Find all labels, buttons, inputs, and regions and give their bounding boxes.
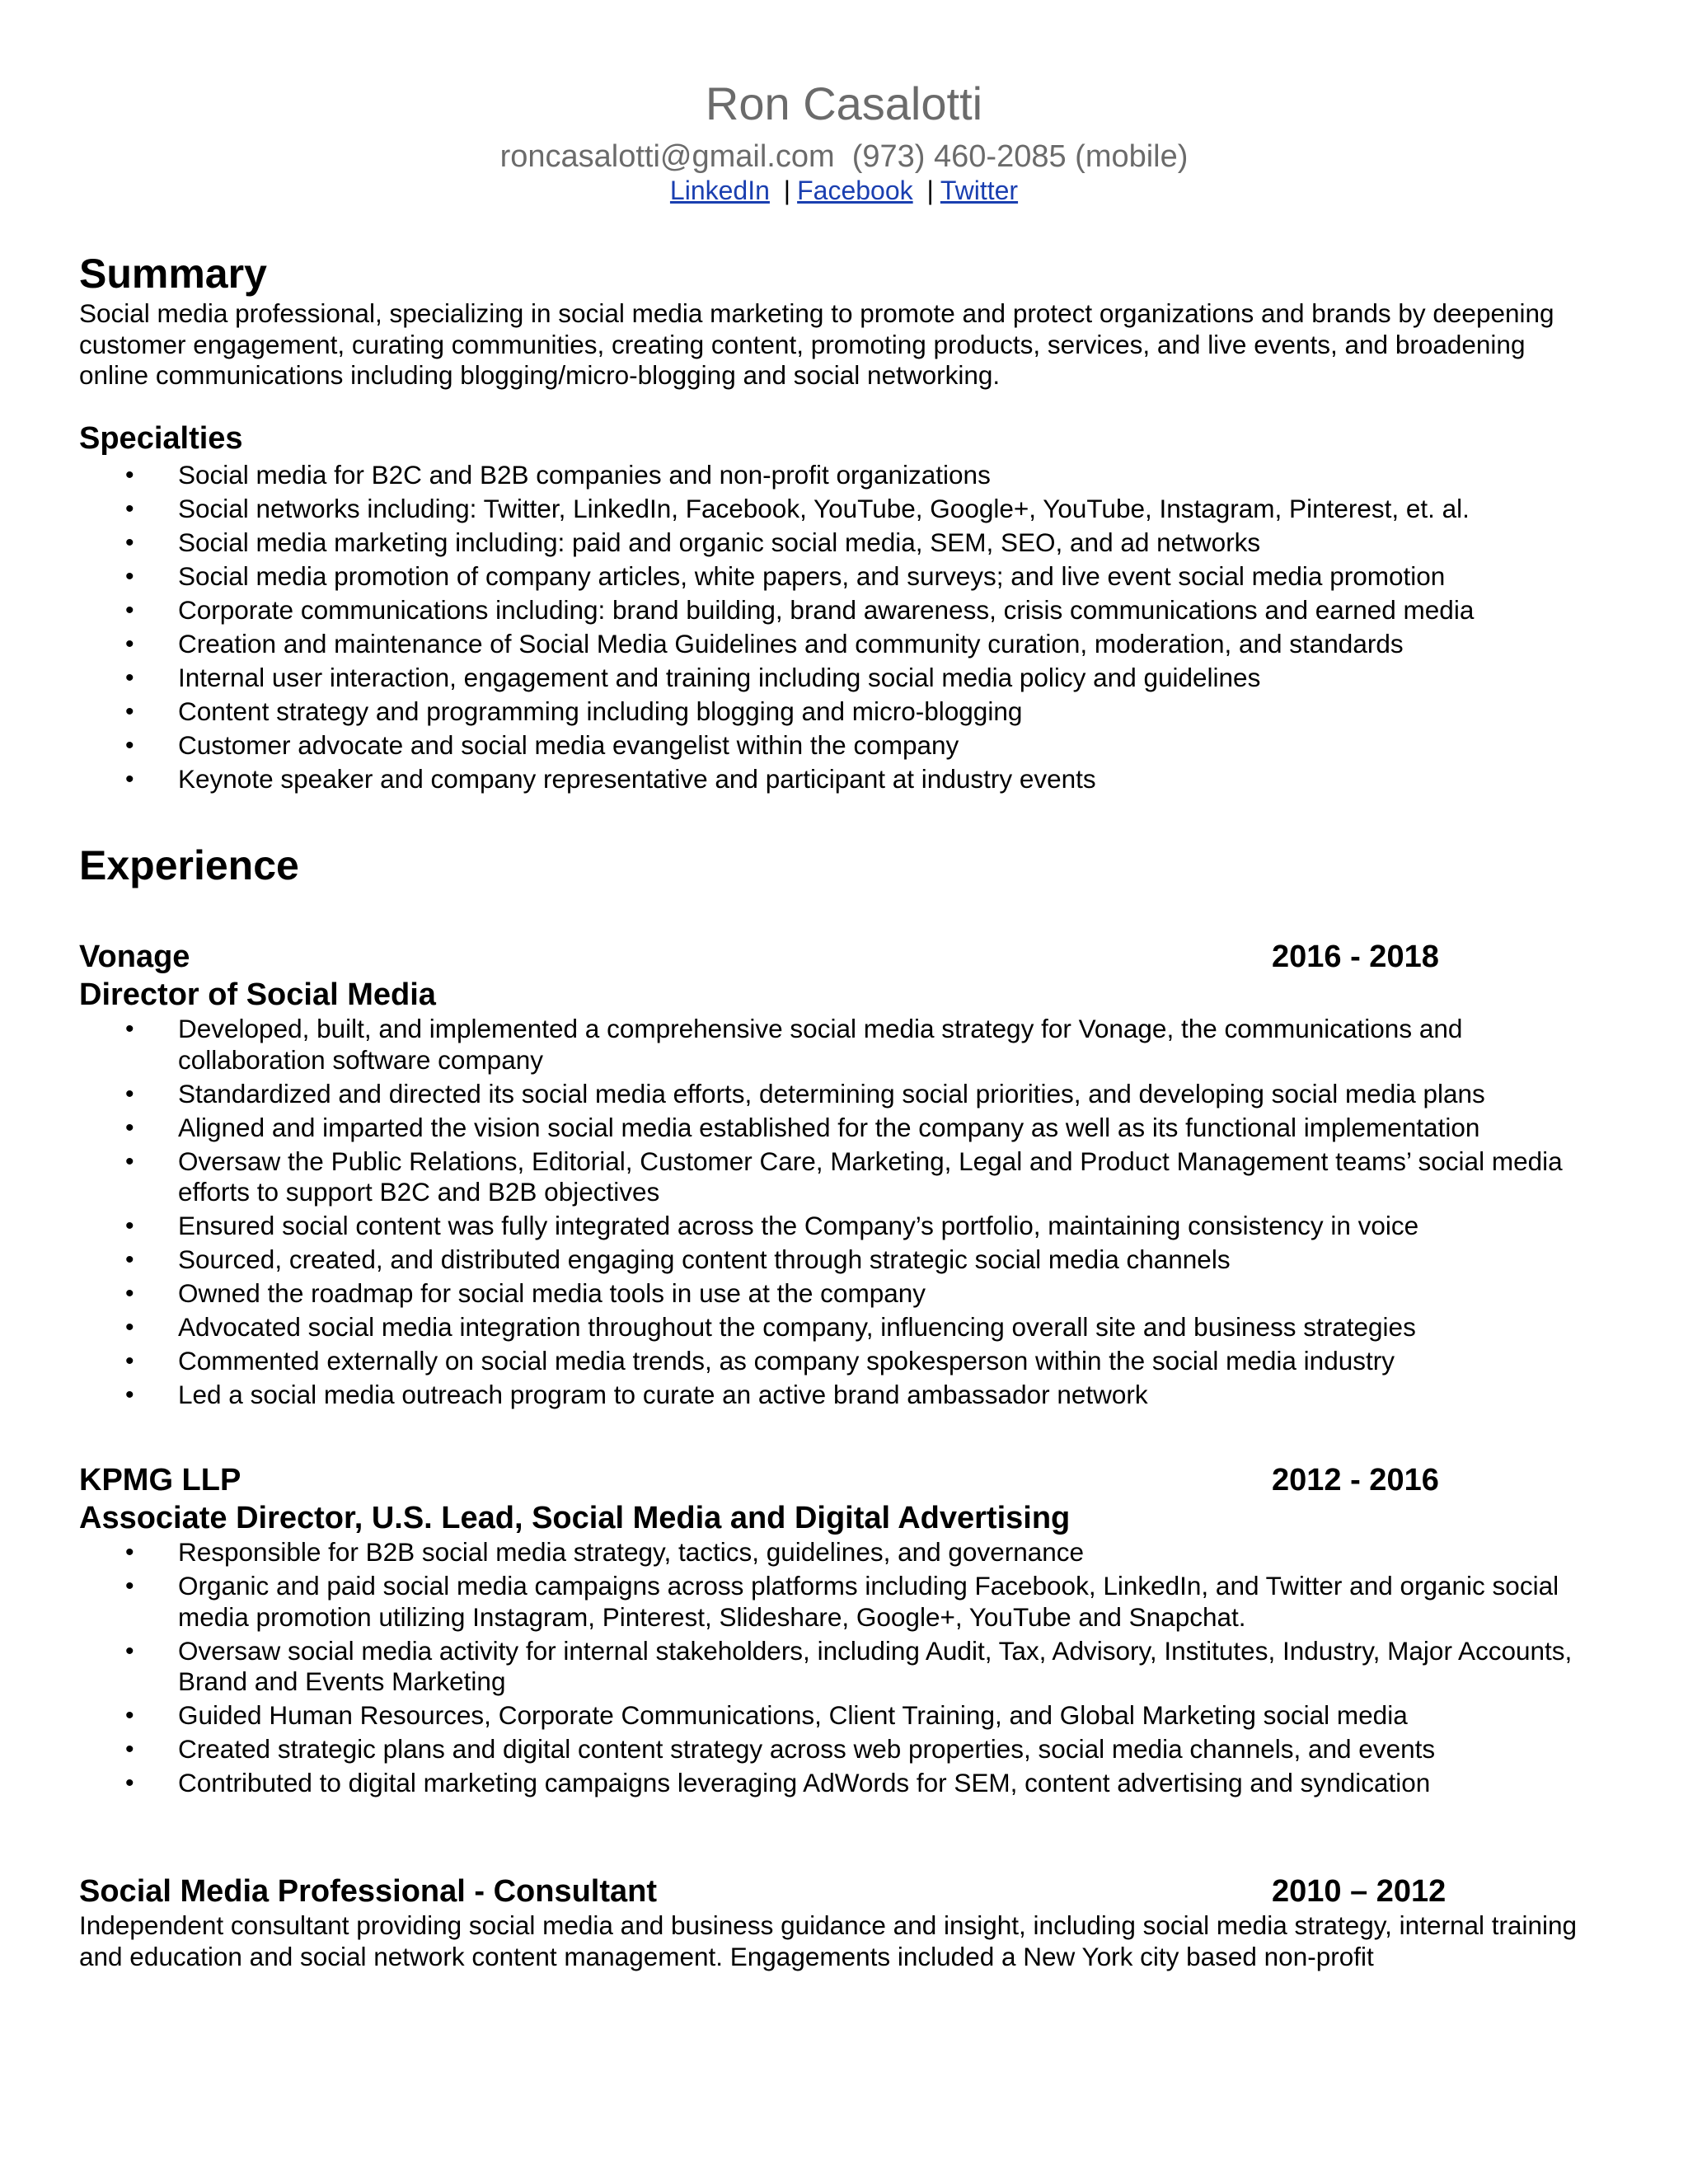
job-dates: 2012 - 2016 (1272, 1463, 1439, 1497)
list-item: • Internal user interaction, engagement and training including social media policy and guidelines (79, 663, 1587, 694)
job-title: Director of Social Media (79, 977, 436, 1012)
experience-heading: Experience (79, 842, 299, 888)
list-item: • Oversaw social media activity for internal stakeholders, including Audit, Tax, Advisory, Institutes, Industry, Major Accounts, Brand and Events Marketing (79, 1636, 1587, 1698)
phone-number: (973) 460-2085 (mobile) (851, 139, 1189, 174)
candidate-name: Ron Casalotti (705, 77, 983, 129)
list-item: • Owned the roadmap for social media tools in use at the company (79, 1278, 1587, 1310)
link-separator: | (926, 176, 934, 205)
linkedin-link[interactable]: LinkedIn (669, 176, 770, 205)
list-item: • Creation and maintenance of Social Media Guidelines and community curation, moderation, and standards (79, 629, 1587, 660)
list-item: • Contributed to digital marketing campaigns leveraging AdWords for SEM, content advertising and syndication (79, 1768, 1587, 1799)
job-header (79, 1872, 1587, 1910)
job-header (79, 938, 1587, 976)
list-item: • Guided Human Resources, Corporate Communications, Client Training, and Global Marketing social media (79, 1700, 1587, 1732)
list-item: • Responsible for B2B social media strategy, tactics, guidelines, and governance (79, 1537, 1587, 1568)
list-item: • Social networks including: Twitter, LinkedIn, Facebook, YouTube, Google+, YouTube, Instagram, Pinterest, et. al. (79, 494, 1587, 525)
list-item: • Developed, built, and implemented a comprehensive social media strategy for Vonage, the communications and collaboration software company (79, 1014, 1587, 1076)
list-item: • Led a social media outreach program to curate an active brand ambassador network (79, 1380, 1587, 1411)
company-name: Social Media Professional - Consultant (79, 1874, 658, 1909)
job-entry (79, 938, 1587, 1413)
summary-section (79, 249, 1587, 391)
experience-section (79, 841, 1587, 890)
list-item: • Corporate communications including: brand building, brand awareness, crisis communications and earned media (79, 595, 1587, 626)
specialties-heading: Specialties (79, 421, 243, 456)
list-item: • Sourced, created, and distributed engaging content through strategic social media channels (79, 1244, 1587, 1276)
job-entry (79, 1872, 1587, 1972)
list-item: • Content strategy and programming including blogging and micro-blogging (79, 696, 1587, 728)
job-bullets (79, 1014, 1587, 1411)
summary-heading: Summary (79, 251, 267, 297)
job-title: Associate Director, U.S. Lead, Social Media and Digital Advertising (79, 1501, 1071, 1535)
specialties-list (79, 460, 1587, 795)
job-dates: 2010 – 2012 (1272, 1874, 1447, 1909)
list-item: • Advocated social media integration throughout the company, influencing overall site and business strategies (79, 1312, 1587, 1343)
job-bullets (79, 1537, 1587, 1799)
company-name: Vonage (79, 940, 190, 974)
summary-text: Social media professional, specializing in social media marketing to promote and protect organizations and brands by deepening customer engagement, curating communities, creating content, promoting products, services, and live events, and broadening online communications including blogging/micro-blogging and social networking. (79, 298, 1554, 390)
company-name: KPMG LLP (79, 1463, 241, 1497)
contact-line (0, 137, 1688, 176)
list-item: • Aligned and imparted the vision social media established for the company as well as its functional implementation (79, 1113, 1587, 1144)
list-item: • Social media marketing including: paid and organic social media, SEM, SEO, and ad networks (79, 527, 1587, 559)
list-item: • Oversaw the Public Relations, Editorial, Customer Care, Marketing, Legal and Product Management teams’ social media efforts to support B2C and B2B objectives (79, 1146, 1587, 1208)
job-header (79, 1461, 1587, 1499)
email-address: roncasalotti@gmail.com (499, 139, 835, 174)
list-item: • Standardized and directed its social media efforts, determining social priorities, and developing social media plans (79, 1079, 1587, 1110)
list-item: • Organic and paid social media campaigns across platforms including Facebook, LinkedIn, and Twitter and organic social media promotion utilizing Instagram, Pinterest, Slideshare, Google+, YouTube and Snapchat. (79, 1571, 1587, 1633)
job-entry (79, 1461, 1587, 1802)
job-dates: 2016 - 2018 (1272, 940, 1439, 974)
list-item: • Customer advocate and social media evangelist within the company (79, 730, 1587, 762)
list-item: • Social media promotion of company articles, white papers, and surveys; and live event social media promotion (79, 561, 1587, 593)
list-item: • Keynote speaker and company representative and participant at industry events (79, 764, 1587, 795)
twitter-link[interactable]: Twitter (940, 176, 1019, 205)
job-description: Independent consultant providing social media and business guidance and insight, including social media strategy, internal training and education and social network content management. Engagements included a New York city based non-profit (79, 1910, 1578, 1971)
social-links (0, 173, 1688, 208)
list-item: • Social media for B2C and B2B companies and non-profit organizations (79, 460, 1587, 491)
list-item: • Ensured social content was fully integrated across the Company’s portfolio, maintaining consistency in voice (79, 1211, 1587, 1242)
facebook-link[interactable]: Facebook (797, 176, 913, 205)
list-item: • Created strategic plans and digital content strategy across web properties, social media channels, and events (79, 1734, 1587, 1765)
link-separator: | (783, 176, 791, 205)
specialties-section (79, 420, 1587, 798)
list-item: • Commented externally on social media trends, as company spokesperson within the social media industry (79, 1346, 1587, 1377)
